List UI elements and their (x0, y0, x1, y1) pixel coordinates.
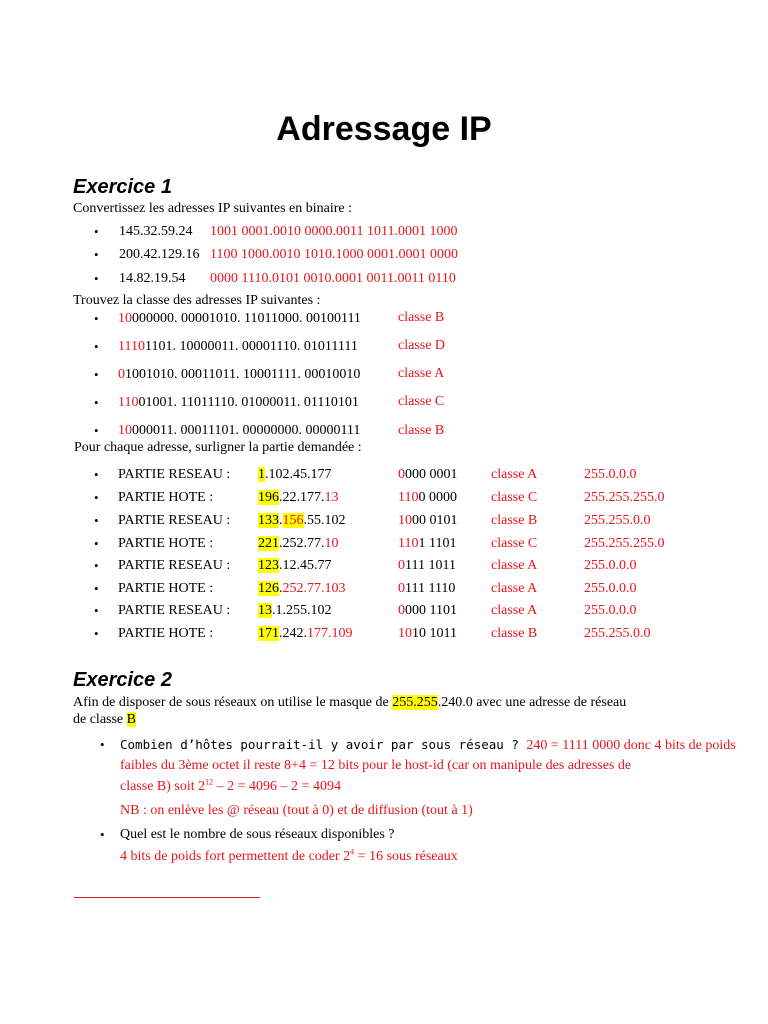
mask-answer: 255.255.0.0 (584, 513, 651, 528)
mask-answer: 255.0.0.0 (584, 558, 637, 573)
class-bits: 10 (398, 626, 412, 641)
binary-answer: 1001 0001.0010 0000.0011 1011.0001 1000 (210, 224, 458, 239)
first-octet-binary: 000 0001 (405, 467, 458, 482)
mask-answer: 255.255.0.0 (584, 626, 651, 641)
address-rest: .1.255.102 (272, 603, 332, 618)
binary-address: 000000. 00001010. 11011000. 00100111 (132, 311, 361, 326)
first-octet-binary: 00 0101 (412, 513, 458, 528)
bullet-icon: • (94, 395, 99, 410)
bullet-icon: • (94, 513, 99, 528)
answer-text: 240 = 1111 0000 donc 4 bits de poids (526, 738, 736, 753)
class-bits: 0 (398, 558, 405, 573)
mask-answer: 255.0.0.0 (584, 581, 637, 596)
mask-answer: 255.255.255.0 (584, 490, 665, 505)
address-red-part: 10 (324, 536, 339, 551)
address-rest: .102.45.177 (265, 467, 332, 482)
highlighted-octets: 221 (258, 536, 279, 551)
highlighted-mask: 255.255 (392, 695, 438, 710)
ip-address: 14.82.19.54 (119, 271, 186, 286)
first-octet-binary: 111 1110 (405, 581, 456, 596)
class-bits: 0 (398, 581, 405, 596)
first-octet-binary: 10 1011 (412, 626, 457, 641)
address-red-part: 177.109 (307, 626, 353, 641)
footnote-separator (74, 897, 260, 898)
address-rest: .252.77. (279, 536, 325, 551)
part-label: PARTIE RESEAU : (118, 558, 231, 573)
binary-address: 1101. 10000011. 00001110. 01011111 (144, 339, 358, 354)
binary-answer: 1100 1000.0010 1010.1000 0001.0001 0000 (210, 247, 458, 262)
mask-answer: 255.255.255.0 (584, 536, 665, 551)
class-answer: classe B (398, 423, 445, 438)
address-rest: . (279, 513, 283, 528)
part-label: PARTIE HOTE : (118, 581, 214, 596)
class-bits: 1110 (118, 339, 145, 354)
bullet-icon: • (94, 247, 99, 262)
part-label: PARTIE RESEAU : (118, 467, 231, 482)
bullet-icon: • (94, 603, 99, 618)
bullet-icon: • (100, 827, 105, 842)
address-rest: .22.177. (279, 490, 325, 505)
highlight-instruction: Pour chaque adresse, surligner la partie demandée : (74, 440, 362, 455)
address-rest: .12.45.77 (279, 558, 332, 573)
highlighted-octets: 123 (258, 558, 279, 573)
class-answer: classe A (491, 581, 538, 596)
mask-answer: 255.0.0.0 (584, 603, 637, 618)
address-rest: . (279, 581, 283, 596)
class-answer: classe B (398, 310, 445, 325)
question-text: Quel est le nombre de sous réseaux disponibles ? (120, 827, 395, 842)
question-text: Combien d’hôtes pourrait-il y avoir par sous réseau ? (120, 737, 527, 752)
part-label: PARTIE HOTE : (118, 626, 214, 641)
part-label: PARTIE RESEAU : (118, 513, 231, 528)
ip-address: 145.32.59.24 (119, 224, 193, 239)
answer-line: classe B) soit $2^{12} - 2 = 4096 - 2 = 4094$ (120, 777, 341, 794)
class-answer: classe B (491, 513, 538, 528)
first-octet-binary: 1 1101 (418, 536, 457, 551)
class-bits: 10 (118, 311, 132, 326)
part-label: PARTIE RESEAU : (118, 603, 231, 618)
class-bits: 10 (118, 423, 132, 438)
class-answer: classe A (491, 558, 538, 573)
bullet-icon: • (100, 737, 105, 752)
bullet-icon: • (94, 339, 99, 354)
mask-answer: 255.0.0.0 (584, 467, 637, 482)
class-bits: 110 (398, 490, 419, 505)
highlighted-octets: 1 (258, 467, 265, 482)
highlighted-octets: 171 (258, 626, 279, 641)
address-tail: .55.102 (303, 513, 346, 528)
address-rest: .242. (279, 626, 307, 641)
highlighted-octets: 13 (258, 603, 272, 618)
bullet-icon: • (94, 467, 99, 482)
highlighted-octets: 126 (258, 581, 279, 596)
class-answer: classe A (491, 467, 538, 482)
class-answer: classe A (491, 603, 538, 618)
bullet-icon: • (94, 536, 99, 551)
class-instruction: Trouvez la classe des adresses IP suivantes : (73, 293, 321, 308)
binary-answer: 0000 1110.0101 0010.0001 0011.0011 0110 (210, 271, 456, 286)
binary-address: 000011. 00011101. 00000000. 00000111 (132, 423, 361, 438)
answer-line: 4 bits de poids fort permettent de coder $2^4 = 16$ sous réseaux (120, 847, 458, 864)
highlighted-octets: 133 (258, 513, 279, 528)
bullet-icon: • (94, 367, 99, 382)
class-answer: classe A (398, 366, 445, 381)
class-answer: classe B (491, 626, 538, 641)
class-bits: 110 (118, 395, 139, 410)
bullet-icon: • (94, 271, 99, 286)
bullet-icon: • (94, 311, 99, 326)
ip-address: 200.42.129.16 (119, 247, 200, 262)
class-bits: 110 (398, 536, 419, 551)
exercice-1-heading: Exercice 1 (73, 176, 172, 198)
note-text: NB : on enlève les @ réseau (tout à 0) et de diffusion (tout à 1) (120, 803, 473, 818)
bullet-icon: • (94, 423, 99, 438)
address-red-part: 13 (324, 490, 339, 505)
class-bits: 0 (398, 467, 405, 482)
address-red-part: 252.77.103 (282, 581, 346, 596)
class-bits: 0 (118, 367, 125, 382)
first-octet-binary: 000 1101 (405, 603, 457, 618)
address-red-part: 156 (282, 513, 304, 528)
bullet-icon: • (94, 490, 99, 505)
first-octet-binary: 0 0000 (418, 490, 457, 505)
first-octet-binary: 111 1011 (405, 558, 456, 573)
highlighted-class: B (126, 712, 136, 727)
exponent: 4 (350, 847, 355, 857)
class-answer: classe C (398, 394, 445, 409)
page-title: Adressage IP (276, 110, 492, 148)
binary-address: 1001010. 00011011. 10001111. 00010010 (125, 367, 361, 382)
binary-instruction: Convertissez les adresses IP suivantes en binaire : (73, 201, 353, 216)
bullet-icon: • (94, 224, 99, 239)
exercice-2-intro: Afin de disposer de sous réseaux on utilise le masque de 255.255.240.0 avec une adresse de réseau (73, 695, 627, 710)
part-label: PARTIE HOTE : (118, 490, 214, 505)
class-answer: classe D (398, 338, 446, 353)
exponent: 12 (205, 777, 214, 787)
class-bits: 10 (398, 513, 412, 528)
part-label: PARTIE HOTE : (118, 536, 214, 551)
class-bits: 0 (398, 603, 405, 618)
binary-address: 01001. 11011110. 01000011. 01110101 (138, 395, 359, 410)
bullet-icon: • (94, 626, 99, 641)
class-answer: classe C (491, 536, 538, 551)
answer-line: faibles du 3ème octet il reste 8+4 = 12 bits pour le host-id (car on manipule des adresses de (120, 758, 632, 773)
exercice-2-intro-line2: de classe B (73, 712, 136, 727)
highlighted-octets: 196 (258, 490, 279, 505)
bullet-icon: • (94, 581, 99, 596)
class-answer: classe C (491, 490, 538, 505)
bullet-icon: • (94, 558, 99, 573)
exercice-2-heading: Exercice 2 (73, 669, 172, 691)
